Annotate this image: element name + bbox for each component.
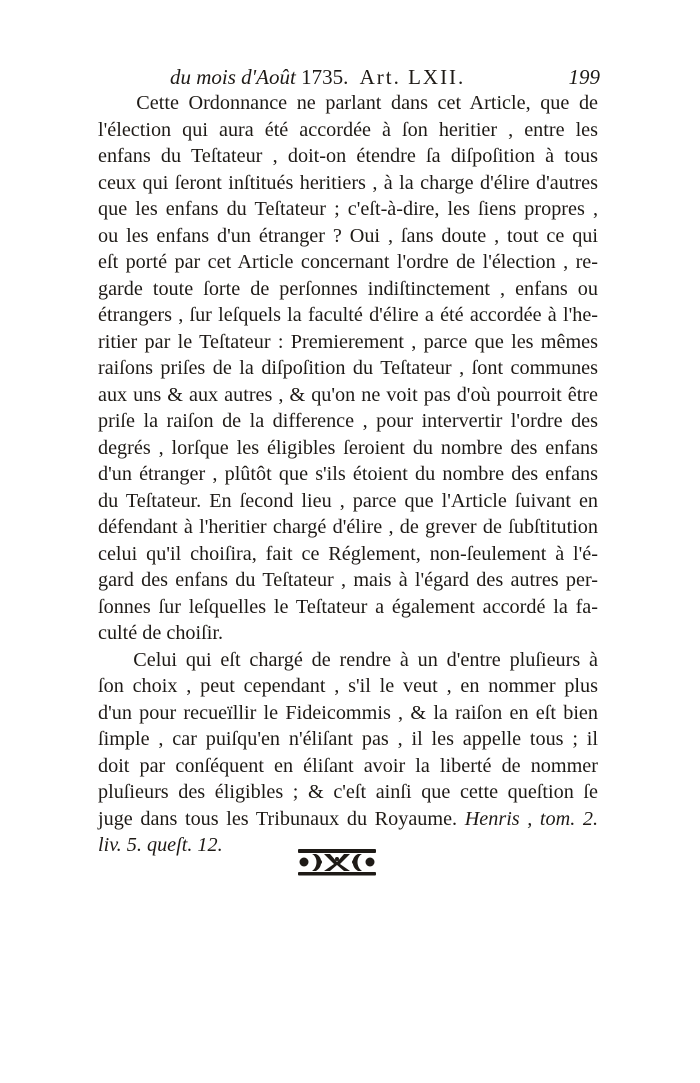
text-line: étrangers , ſur leſquels la faculté d'élire a été accordée à l'he- [98,304,598,326]
paragraph-2 [98,647,598,859]
citation-author: Henris , [464,807,533,830]
text-line: que les enfans du Teſtateur ; c'eſt-à-dire, les ſiens propres , [98,198,598,220]
text-line: l'élection qui aura été accordée à ſon heritier , entre les [98,118,598,141]
text-line: enfans du Teſtateur , doit-on étendre ſa diſpoſition à tous [98,145,598,167]
text-line: culté de choiſir. [98,622,224,644]
text-line: pluſieurs des éligibles ; & c'eſt ainſi que cette queſtion ſe [98,781,598,803]
paragraph-1 [98,90,598,647]
text-line: d'un pour recueïllir le Fideicommis , & la raiſon en eſt bien [98,701,598,724]
text-line: celui qu'il choiſira, fait ce Réglement, non-ſeulement à l'é- [98,542,598,565]
text-line: eſt porté par cet Article concernant l'ordre de l'élection , re- [98,251,598,273]
text-line: raiſons priſes de la diſpoſition du Teſtateur , ſont communes [98,357,598,379]
text-line: degrés , lorſque les éligibles ſeroient du nombre des enfans [98,436,598,459]
citation-tome: tom. 2. [539,807,598,830]
running-header [170,63,600,91]
citation-question: queſt. 12. [146,834,223,856]
citation-livre: liv. 5. [98,834,142,856]
text-line: gard des enfans du Teſtateur , mais à l'égard des autres per- [98,569,598,591]
text-line: priſe la raiſon de la difference , pour intervertir l'ordre des [98,410,598,432]
text-line-with-citation [98,806,598,833]
text-line: aux uns & aux autres , & qu'on ne voit pas d'où pourroit être [98,383,598,406]
body-text [98,90,598,859]
text-line: ſonnes ſur leſquelles le Teſtateur a également accordé la fa- [98,595,598,618]
header-article: Art. LXII. [359,65,466,89]
text-line: ritier par le Teſtateur : Premierement , parce que les mêmes [98,330,598,353]
text-line: d'un étranger , plûtôt que s'ils étoient du nombre des enfans [98,463,598,485]
text-line: Celui qui eſt chargé de rendre à un d'entre pluſieurs à [98,648,598,671]
text-line: ou les enfans d'un étranger ? Oui , ſans doute , tout ce qui [98,224,598,247]
page-number: 199 [568,65,600,89]
fleuron-ornament [296,845,378,879]
text-line: défendant à l'heritier chargé d'élire , de grever de ſubſtitution [98,516,598,538]
text-line-segment: juge dans tous les Tribunaux du Royaume. [98,807,458,830]
text-line: doit par conſéquent en éliſant avoir la liberté de nommer [98,754,598,777]
header-year: 1735. [301,65,349,89]
text-line: ſon choix , peut cependant , s'il le veut , en nommer plus [98,675,598,697]
text-line: ceux qui ſeront inſtitués heritiers , à la charge d'élire d'autres [98,171,598,194]
text-line: Cette Ordonnance ne parlant dans cet Article, que de [98,92,598,114]
text-line: du Teſtateur. En ſecond lieu , parce que l'Article ſuivant en [98,489,598,512]
text-line: garde toute ſorte de perſonnes indiſtinctement , enfans ou [98,277,598,300]
text-line: ſimple , car puiſqu'en n'éliſant pas , il les appelle tous ; il [98,728,598,750]
header-date-italic: du mois d'Août [170,65,296,89]
